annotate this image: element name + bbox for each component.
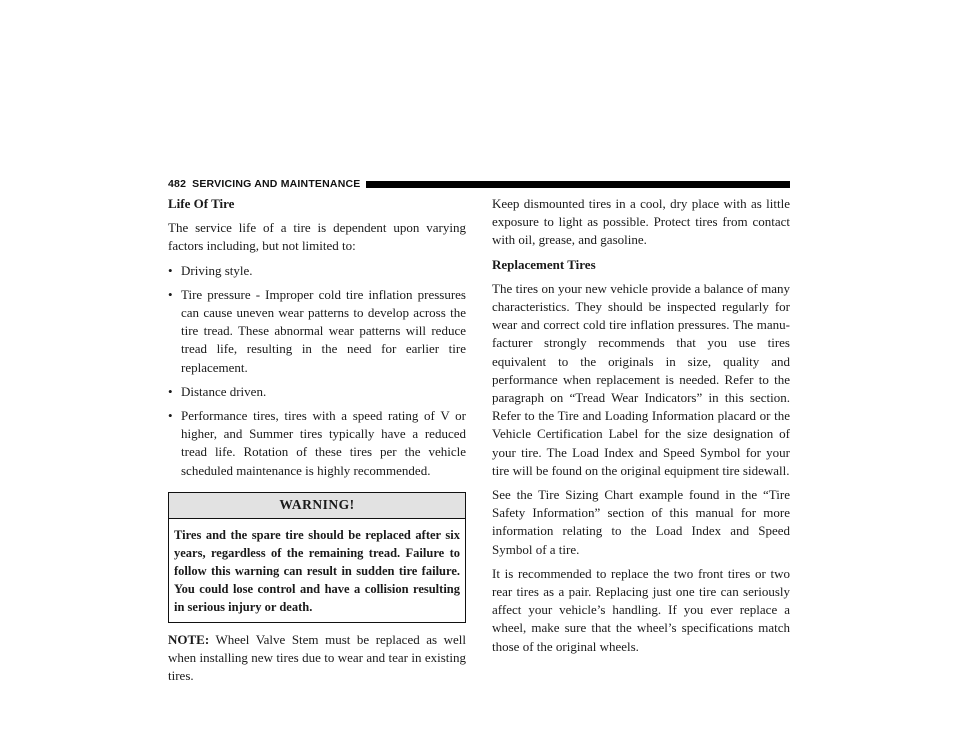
replacement-paragraph-2: See the Tire Sizing Chart example found in the “Tire Safety Information” section of this manual for more information relating to the Load Index and Speed Symbol of a tire. — [492, 487, 790, 557]
heading-replacement-tires: Replacement Tires — [492, 256, 596, 272]
list-item-text: Driving style. — [181, 262, 253, 278]
bullet-icon: • — [168, 286, 173, 302]
list-item — [168, 407, 466, 480]
section-title: SERVICING AND MAINTENANCE — [192, 178, 361, 190]
warning-box — [168, 492, 466, 623]
heading-life-of-tire: Life Of Tire — [168, 196, 235, 211]
page-number: 482 — [168, 178, 187, 190]
list-item-text: Tire pressure - Improper cold tire inflation pressures can cause uneven wear patterns to develop across the tire tread. These abnormal wear patterns will reduce tread life, resulting in the need for earlier tire replacement. — [181, 286, 466, 375]
bullet-icon: • — [168, 383, 173, 399]
right-column — [492, 195, 790, 662]
replacement-paragraph-3: It is recommended to replace the two front tires or two rear tires as a pair. Replacing just one tire can seriously affect your vehicle’s handling. If you ever replace a wheel, make sure that the wheel’s specifications match those of the original wheels. — [492, 565, 790, 654]
note-label: NOTE: — [168, 632, 210, 648]
note-paragraph — [168, 631, 466, 686]
storage-paragraph: Keep dismounted tires in a cool, dry place with as little exposure to light as possible. Protect tires from contact with oil, grease, and gasoline. — [492, 196, 790, 248]
header-rule — [366, 181, 790, 188]
warning-text: Tires and the spare tire should be replaced after six years, regardless of the remaining tread. Failure to follow this warning can result in sudden tire failure. You could lose control and have a collision resulting in serious injury or death. — [174, 528, 460, 615]
note-text: Wheel Valve Stem must be replaced as well when installing new tires due to wear and tear in existing tires. — [168, 632, 466, 684]
list-item-text: Performance tires, tires with a speed rating of V or higher, and Summer tires typically have a reduced tread life. Rotation of these tires per the vehicle scheduled maintenance is highly recommended. — [181, 408, 466, 478]
list-item — [168, 262, 466, 280]
page-header — [168, 177, 790, 191]
bullet-icon: • — [168, 408, 173, 424]
list-item-text: Distance driven. — [181, 383, 267, 399]
list-item — [168, 383, 466, 401]
intro-paragraph: The service life of a tire is dependent upon varying factors including, but not limited to: — [168, 220, 466, 254]
replacement-paragraph-1: The tires on your new vehicle provide a balance of many characteristics. They should be inspected regularly for wear and correct cold tire inflation pressures. The manu-facturer strongly recommends that you use tires equivalent to the originals in size, quality and performance when replacement is needed. Refer to the paragraph on “Tread Wear Indicators” in this section. Refer to the Tire and Loading Information placard or the Vehicle Certification Label for the size designation of your tire. The Load Index and Speed Symbol for your tire will be found on the original equipment tire sidewall. — [492, 280, 790, 478]
warning-title: WARNING! — [169, 493, 465, 519]
factor-list — [168, 262, 466, 480]
left-column — [168, 195, 466, 692]
list-item — [168, 286, 466, 377]
bullet-icon: • — [168, 262, 173, 278]
